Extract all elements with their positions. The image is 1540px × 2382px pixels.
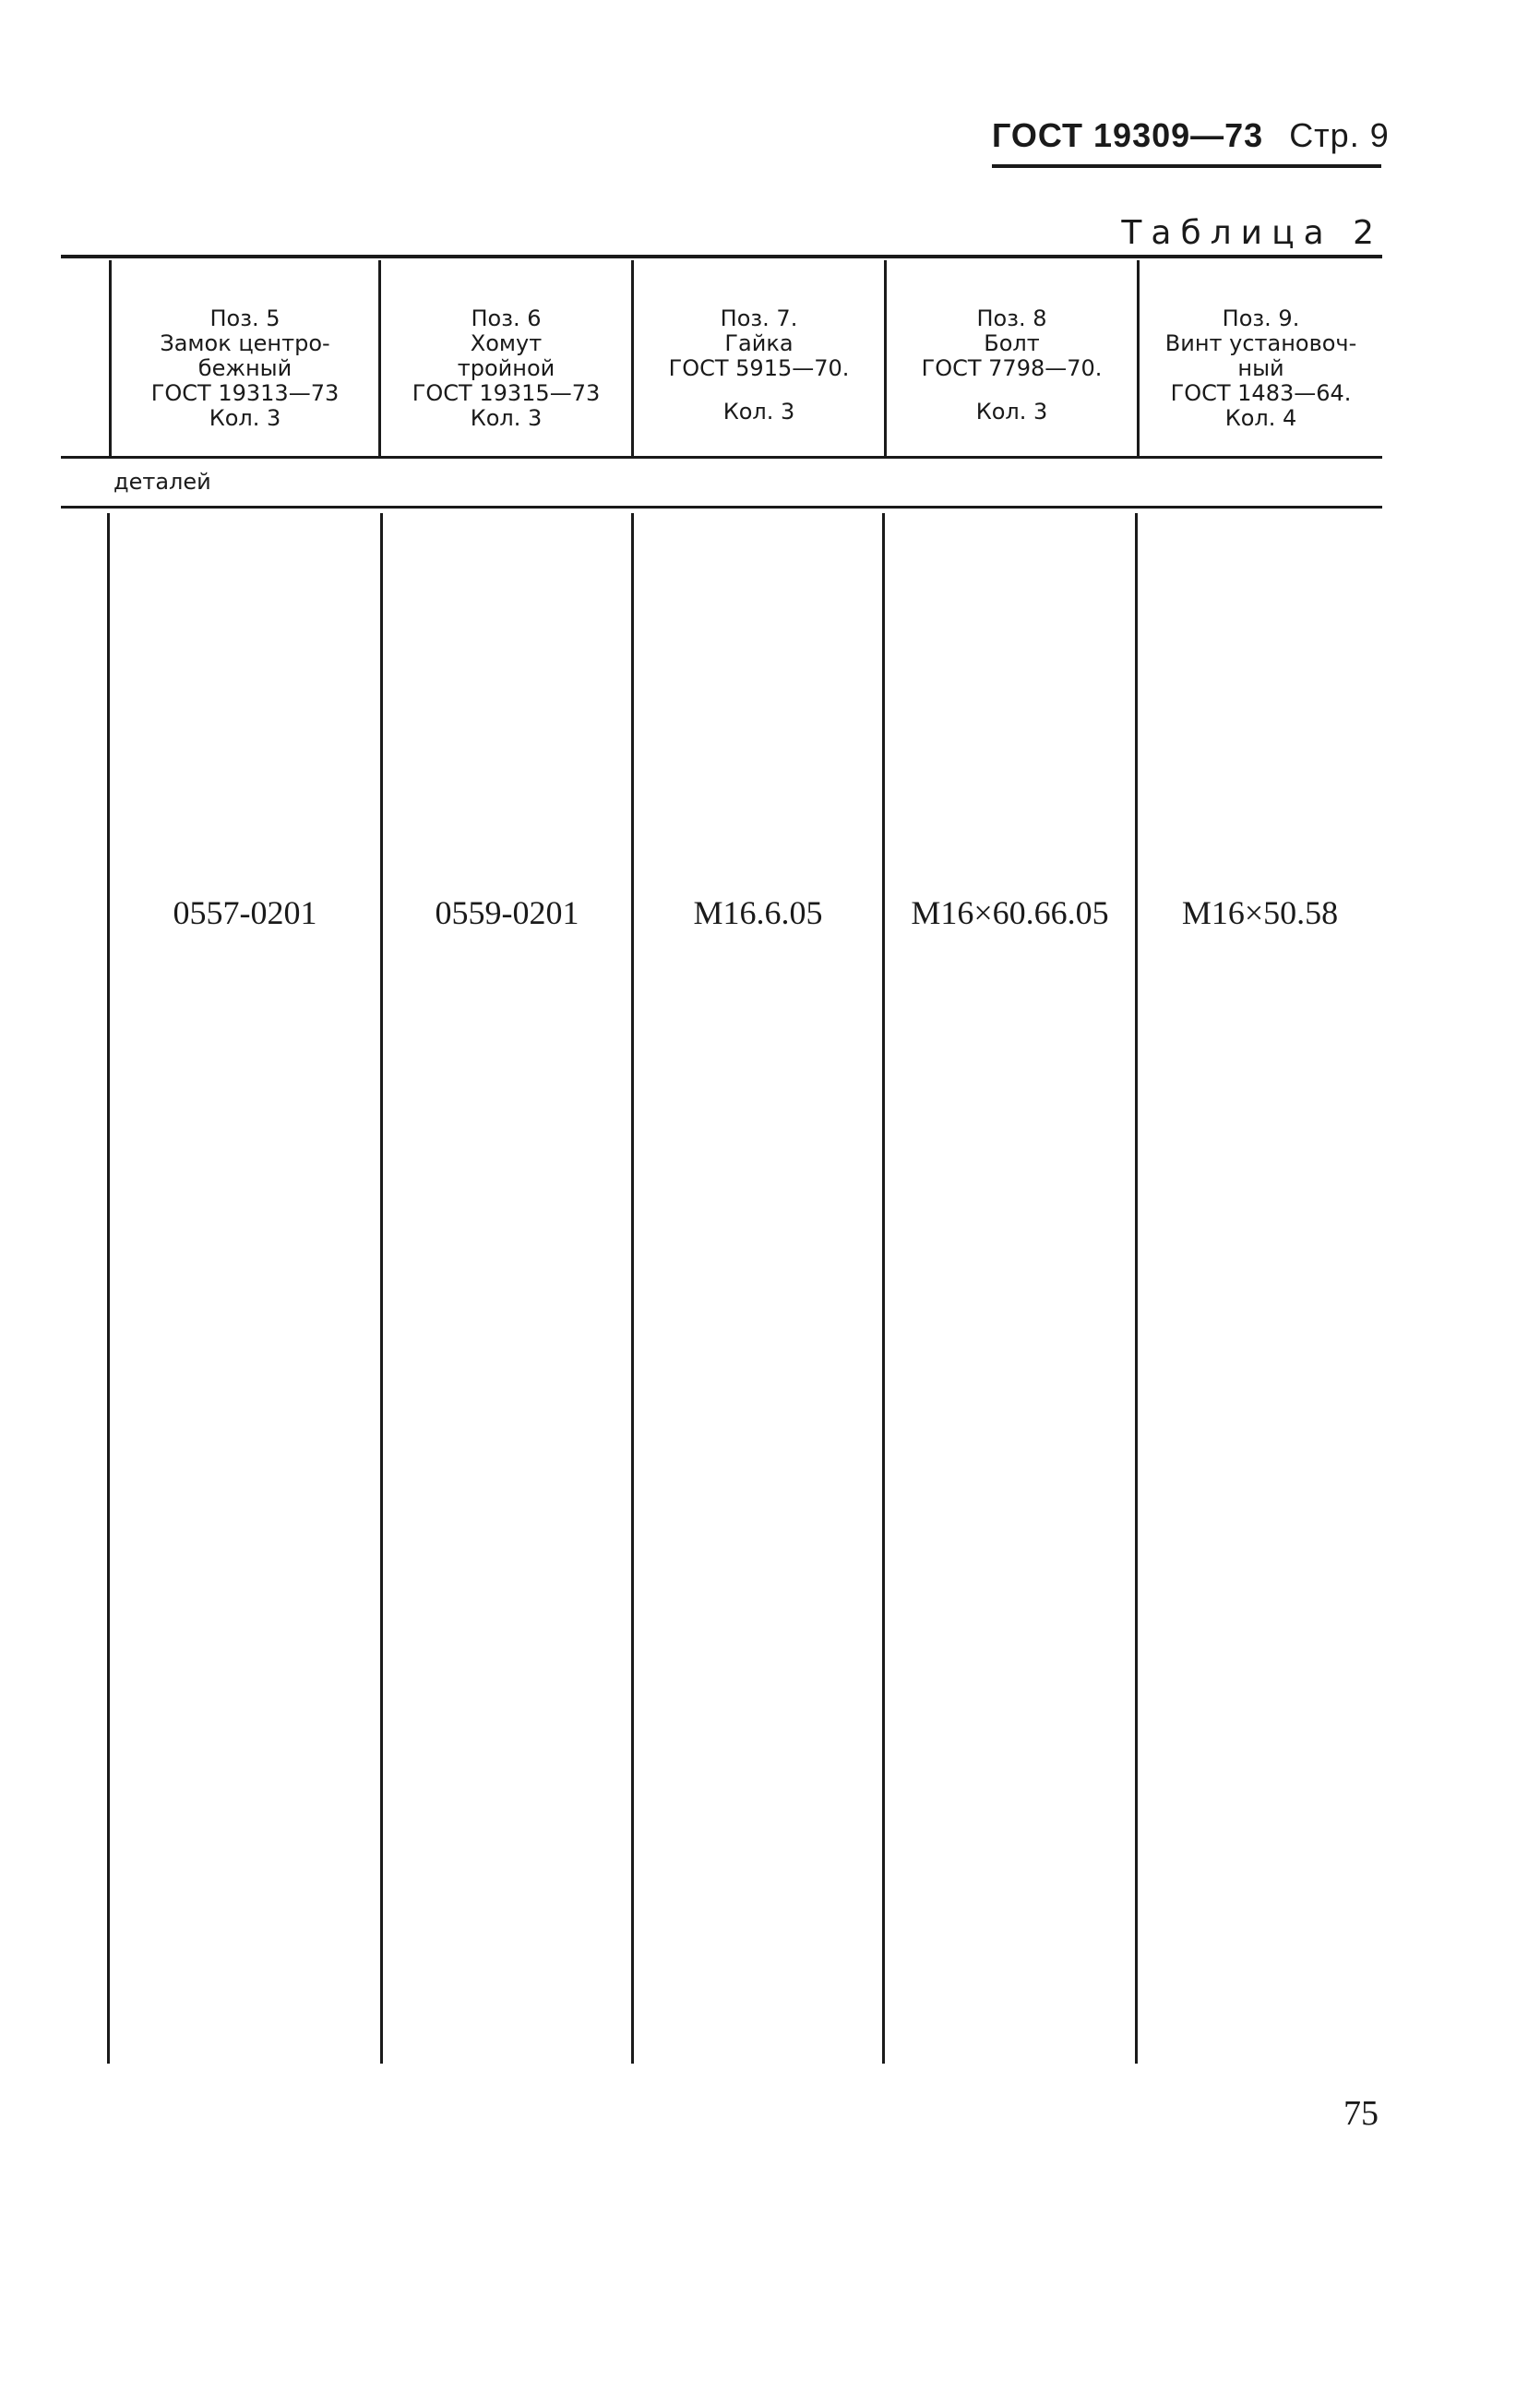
value-cell-pos7: М16.6.05 [693,894,823,931]
page-number: 75 [1343,2094,1379,2133]
gost-reference: ГОСТ 19313—73 [150,380,340,406]
page-label: Стр. 9 [1289,116,1390,154]
value-cell-pos5: 0557-0201 [173,894,317,931]
item-name: Винт установоч- [1164,330,1357,356]
gost-reference: ГОСТ 19315—73 [412,380,601,406]
gost-reference: ГОСТ 5915—70. [668,355,850,381]
running-header [992,116,1389,162]
item-name: бежный [197,355,292,381]
item-name: тройной [457,355,555,381]
quantity-label: Кол. 3 [470,405,543,431]
column-header-pos7 [634,306,884,425]
position-label: Поз. 5 [209,305,281,331]
value-cell-pos6: 0559-0201 [435,894,579,931]
gost-reference: ГОСТ 1483—64. [1170,380,1352,406]
details-label: деталей [113,469,211,495]
column-divider-body-1 [380,513,383,2064]
item-name: Гайка [724,330,794,356]
position-label: Поз. 8 [976,305,1047,331]
item-name: ный [1237,355,1284,381]
column-divider-body-4 [1135,513,1138,2064]
header-bottom-rule [61,456,1382,459]
column-header-pos6 [381,306,631,431]
item-name: Хомут [470,330,543,356]
column-header-pos8 [887,306,1137,425]
quantity-label: Кол. 3 [722,399,795,425]
value-cell-pos9: М16×50.58 [1181,894,1339,931]
table-top-rule [61,255,1382,258]
position-label: Поз. 6 [471,305,542,331]
item-name: Болт [984,330,1040,356]
value-cell-pos8: М16×60.66.05 [911,894,1109,931]
column-divider-body-3 [882,513,885,2064]
quantity-label: Кол. 4 [1224,405,1297,431]
position-label: Поз. 9. [1222,305,1300,331]
column-divider-body-2 [631,513,634,2064]
position-label: Поз. 7. [720,305,798,331]
table-caption: Таблица 2 [1121,214,1383,252]
quantity-label: Кол. 3 [209,405,281,431]
column-header-pos5 [112,306,378,431]
header-rule [992,164,1381,168]
item-name: Замок центро- [160,330,330,356]
column-header-pos9 [1140,306,1382,431]
quantity-label: Кол. 3 [975,399,1048,425]
standard-number: ГОСТ 19309—73 [992,116,1264,154]
details-bottom-rule [61,506,1382,509]
gost-reference: ГОСТ 7798—70. [921,355,1103,381]
column-divider-body-0 [107,513,110,2064]
